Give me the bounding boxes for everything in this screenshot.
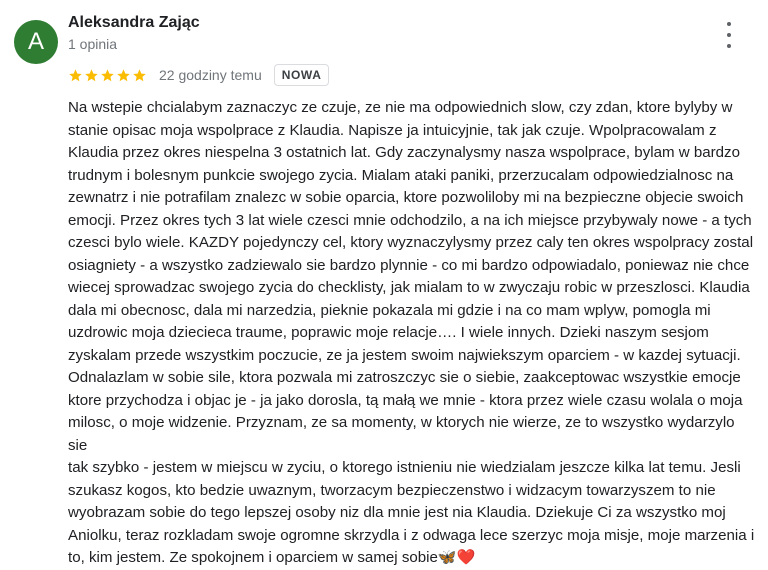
review-time: 22 godziny temu [159,67,262,83]
star-rating [68,68,147,83]
more-vert-icon[interactable] [720,22,738,48]
review-meta [68,63,329,87]
star-icon [68,68,83,83]
star-icon [132,68,147,83]
review-text: Na wstepie chcialabym zaznaczyc ze czuje, ze nie ma odpowiednich slow, czy zdan, ktore bylyby w stanie opisac moja wspolprace z Klaudia. Napisze ja intuicyjnie, tak jak czuje. Wpolpracowalam z Klaudia przez okres niespelna 3 ostatnich lat. Gdy zaczynalysmy nasza wspolprace, bylam w bardzo trudnym i bolesnym punkcie swojego zycia. Mialam ataki paniki, przerzucalam odpowiedzialnosc na zewnatrz i nie potrafilam znalezc w sobie oparcia, ktore pozwoliloby mi na bezpieczne objecie swoich emocji. Przez okres tych 3 lat wiele czesci mnie odchodzilo, a na ich miejsce przybywaly nowe - a tych czesci bylo wiele. KAZDY pojedynczy cel, ktory wyznaczylysmy przez caly ten okres wspolpracy zostal osiagniety - a wszystko zadziewalo sie bardzo plynnie - co mi bardzo odpowiadalo, poniewaz nie chce wiecej sprowadzac swojego zycia do checklisty, jak mialam to w zwyczaju robic w przeszlosci. Klaudia dala mi obecnosc, dala mi narzedzia, pieknie pokazala mi gdzie i na co mam wplyw, pomogla mi uzdrowic moja dziecieca traume, poprawic moje relacje…. I wiele innych. Dzieki naszym sesjom zyskalam przede wszystkim poczucie, ze ja jestem swoim najwiekszym oparciem - w kazdej sytuacji. Odnalazlam w sobie sile, ktora pozwala mi zatroszczyc sie o siebie, zaakceptowac wszystkie emocje ktore przychodza i objac je - ja jako dorosla, tą małą we mnie - ktora przez wiele czasu wolala o moja milosc, o moje widzenie. Przyznam, ze sa momenty, w ktorych nie wierze, ze to wszystko wydarzylo sie tak szybko - jestem w miejscu w zyciu, o ktorego istnieniu nie wiedzialam jeszcze kilka lat temu. Jesli szukasz kogos, kto bedzie uwaznym, tworzacym bezpieczenstwo i widzacym towarzyszem to nie wyobrazam sobie do tego lepszej osoby niz dla mnie jest nia Klaudia. Dziekuje Ci za wszystko moj Aniolku, teraz rozkladam swoje ogromne skrzydla i z odwaga lece szerzyc moja misje, moje marzenia i to, kim jestem. Ze spokojnem i oparciem w samej sobie🦋❤️ [68,99,755,566]
star-icon [100,68,115,83]
author-name[interactable]: Aleksandra Zając [68,14,200,31]
avatar[interactable] [14,20,58,64]
avatar-letter: A [27,28,44,55]
star-icon [84,68,99,83]
new-badge: NOWA [274,64,330,86]
star-icon [116,68,131,83]
review-count: 1 opinia [68,36,118,52]
